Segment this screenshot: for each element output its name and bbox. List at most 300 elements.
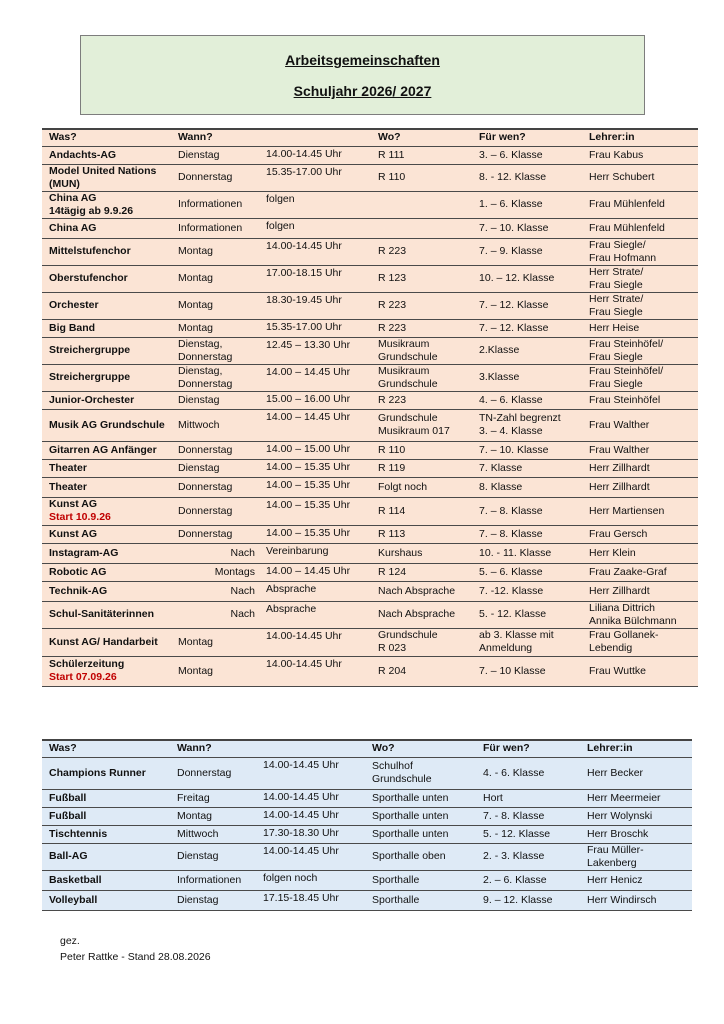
table-row <box>42 757 692 789</box>
start-date: Start 07.09.26 <box>49 671 117 683</box>
ag-name-text: Schul-Sanitäterinnen <box>49 608 155 620</box>
room-text: Schulhof <box>372 760 413 772</box>
teacher-text: Herr Broschk <box>587 827 649 840</box>
day-text: Donnerstag <box>178 480 233 493</box>
room-text: Sporthalle oben <box>372 850 446 862</box>
teacher <box>582 543 698 563</box>
target-group <box>472 409 582 441</box>
time <box>259 525 371 543</box>
teacher-text: Frau Gersch <box>589 527 648 540</box>
teacher <box>582 146 698 164</box>
time <box>259 319 371 337</box>
time-text: folgen <box>266 219 295 232</box>
teacher-text: Frau Steinhöfel <box>589 393 661 406</box>
table-row <box>42 146 698 164</box>
day-text: Montag <box>177 809 213 822</box>
day <box>171 337 259 364</box>
teacher <box>582 601 698 628</box>
sport-table-header <box>42 740 692 757</box>
teacher <box>582 319 698 337</box>
room <box>371 409 472 441</box>
teacher-text: Frau Mühlenfeld <box>589 221 665 234</box>
target-group <box>476 825 580 843</box>
ag-name-text: Oberstufenchor <box>49 272 128 284</box>
time-text: 14.00-14.45 Uhr <box>266 239 342 252</box>
day-text: Donnerstag <box>177 766 232 779</box>
header-was: Was? <box>42 740 170 757</box>
ag-name-text: Big Band <box>49 321 96 334</box>
teacher-text: Herr Zillhardt <box>589 584 650 597</box>
teacher-text: Frau Mühlenfeld <box>589 198 665 210</box>
day-text: Donnerstag <box>178 171 233 183</box>
time-text: 15.35-17.00 Uhr <box>266 165 342 178</box>
target-group-text: 8. - 12. Klasse <box>479 171 547 183</box>
footer-author-date: Peter Rattke - Stand 28.08.2026 <box>60 951 211 963</box>
teacher-text: Frau Walther <box>589 443 650 456</box>
teacher <box>582 441 698 459</box>
target-group-text: 5. - 12. Klasse <box>483 827 551 840</box>
teacher-text: Herr Wolynski <box>587 809 653 822</box>
day-text: Mittwoch <box>177 827 219 840</box>
target-group-text: 7. Klasse <box>479 461 523 474</box>
time-text: 14.00 – 15.35 Uhr <box>266 460 351 473</box>
teacher <box>580 843 692 870</box>
day-text: Dienstag <box>178 461 220 474</box>
room-text: R 119 <box>378 461 406 474</box>
room-text: Grundschule <box>372 773 432 785</box>
time-text: 14.00-14.45 Uhr <box>266 657 342 670</box>
time <box>256 843 365 870</box>
time <box>256 757 365 789</box>
teacher <box>580 757 692 789</box>
time <box>259 543 371 563</box>
time <box>259 265 371 292</box>
day-text: Informationen <box>177 873 242 886</box>
time-text: 17.15-18.45 Uhr <box>263 891 339 904</box>
room-text: Sporthalle unten <box>372 827 449 840</box>
footer <box>60 933 211 965</box>
ag-name-text: Mittelstufenchor <box>49 245 131 257</box>
time <box>259 146 371 164</box>
target-group <box>472 391 582 409</box>
target-group <box>476 870 580 890</box>
ag-table-header <box>42 129 698 146</box>
table-row <box>42 238 698 265</box>
table-row <box>42 563 698 581</box>
table-row <box>42 441 698 459</box>
teacher-text: Herr Zillhardt <box>589 461 650 474</box>
ag-name <box>42 238 171 265</box>
teacher-text: Herr Becker <box>587 766 644 779</box>
day <box>171 543 259 563</box>
teacher-text: Frau Zaake-Graf <box>589 565 667 578</box>
target-group-text: 7. – 8. Klasse <box>479 527 543 540</box>
room-text: R 023 <box>378 642 407 654</box>
day-text: Informationen <box>178 221 243 234</box>
ag-name-text: Tischtennis <box>49 827 108 840</box>
day <box>171 601 259 628</box>
room-text: R 111 <box>378 148 405 161</box>
time <box>259 191 371 218</box>
target-group <box>476 757 580 789</box>
teacher-text: Herr Windirsch <box>587 893 657 906</box>
time-text: 18.30-19.45 Uhr <box>266 293 342 306</box>
time <box>256 807 365 825</box>
room-text: R 113 <box>378 527 406 540</box>
target-group <box>472 477 582 497</box>
teacher-text: Frau Siegle <box>589 278 643 291</box>
room-text: R 204 <box>378 664 407 677</box>
room-text: R 124 <box>378 565 407 578</box>
day <box>170 789 256 807</box>
target-group-text: 7. – 10. Klasse <box>479 221 549 234</box>
room <box>371 238 472 265</box>
table-row <box>42 789 692 807</box>
ag-name-text: Kunst AG <box>49 527 98 540</box>
target-group <box>476 843 580 870</box>
header-lehrer: Lehrer:in <box>580 740 692 757</box>
target-group-text: 7. – 12. Klasse <box>479 321 549 334</box>
time-text: Vereinbarung <box>266 544 329 557</box>
room <box>371 525 472 543</box>
ag-name-text: Kunst AG <box>49 498 98 510</box>
ag-name-text: Gitarren AG Anfänger <box>49 443 157 456</box>
room <box>371 191 472 218</box>
target-group <box>472 441 582 459</box>
table-row <box>42 391 698 409</box>
table-row <box>42 409 698 441</box>
teacher-text: Herr Klein <box>589 546 636 559</box>
room-text: Kurshaus <box>378 546 423 559</box>
footer-signed: gez. <box>60 935 80 947</box>
ag-name-text: (MUN) <box>49 177 80 190</box>
ag-name-text: China AG <box>49 191 97 204</box>
time <box>259 459 371 477</box>
time-text: 17.30-18.30 Uhr <box>263 826 339 839</box>
day <box>171 409 259 441</box>
target-group-text: Hort <box>483 791 503 804</box>
room-text: Nach Absprache <box>378 608 456 620</box>
room-text: Sporthalle unten <box>372 809 449 822</box>
ag-name <box>42 218 171 238</box>
teacher-text: Frau Siegle <box>589 377 643 390</box>
time <box>259 441 371 459</box>
ag-name <box>42 164 171 191</box>
ag-name-text: Kunst AG/ Handarbeit <box>49 635 158 648</box>
teacher <box>582 563 698 581</box>
table-row <box>42 497 698 525</box>
teacher-text: Frau Wuttke <box>589 664 647 677</box>
room-text: Musikraum <box>378 337 430 350</box>
day <box>171 391 259 409</box>
ag-table <box>42 128 698 687</box>
room <box>371 543 472 563</box>
time-text: folgen <box>266 192 295 205</box>
day-text: Montag <box>178 245 214 257</box>
table-row <box>42 628 698 656</box>
time-text: 14.00 – 14.45 Uhr <box>266 365 351 378</box>
target-group <box>472 497 582 525</box>
ag-name-text: China AG <box>49 221 97 234</box>
header-fuer-wen: Für wen? <box>476 740 580 757</box>
ag-name <box>42 319 171 337</box>
ag-name-text: Musik AG Grundschule <box>49 418 165 431</box>
day-text: Montag <box>178 635 214 648</box>
teacher-text: Frau Hofmann <box>589 251 657 264</box>
ag-name-text: Schülerzeitung <box>49 658 125 670</box>
room-text: Sporthalle <box>372 873 420 886</box>
target-group-text: 3. – 6. Klasse <box>479 148 543 161</box>
time <box>259 628 371 656</box>
day <box>171 477 259 497</box>
target-group-text: 2. - 3. Klasse <box>483 850 545 862</box>
day-text: Montag <box>178 664 214 677</box>
target-group-text: 4. - 6. Klasse <box>483 766 545 779</box>
day <box>171 265 259 292</box>
ag-name <box>42 890 170 910</box>
teacher <box>582 218 698 238</box>
time-text: 15.00 – 16.00 Uhr <box>266 392 351 405</box>
day <box>171 628 259 656</box>
ag-name-text: Technik-AG <box>49 584 108 597</box>
time <box>259 477 371 497</box>
time-text: Absprache <box>266 602 317 615</box>
room-text: Grundschule <box>378 412 438 424</box>
ag-name <box>42 843 170 870</box>
ag-name-text: Orchester <box>49 299 99 311</box>
room <box>371 337 472 364</box>
time-text: 14.00 – 15.35 Uhr <box>266 498 351 511</box>
target-group-text: Anmeldung <box>479 642 533 654</box>
day <box>171 525 259 543</box>
ag-name <box>42 497 171 525</box>
ag-name-text: Fußball <box>49 809 87 822</box>
room <box>371 441 472 459</box>
day <box>171 497 259 525</box>
target-group <box>472 656 582 686</box>
room-text: Nach Absprache <box>378 584 456 597</box>
day <box>171 191 259 218</box>
ag-name <box>42 581 171 601</box>
room <box>371 164 472 191</box>
teacher-text: Frau Kabus <box>589 148 644 161</box>
table-row <box>42 870 692 890</box>
target-group-text: TN-Zahl begrenzt <box>479 412 561 424</box>
header-wann: Wann? <box>170 740 365 757</box>
room-text: R 223 <box>378 299 407 311</box>
day <box>171 581 259 601</box>
room <box>371 477 472 497</box>
ag-name <box>42 441 171 459</box>
time-text: 14.00-14.45 Uhr <box>263 758 339 771</box>
target-group-text: 10. - 11. Klasse <box>479 546 552 559</box>
ag-name <box>42 292 171 319</box>
day-text: Dienstag, <box>178 364 223 377</box>
room <box>371 319 472 337</box>
target-group-text: 4. – 6. Klasse <box>479 393 543 406</box>
ag-name-text: Robotic AG <box>49 565 107 578</box>
header-wo: Wo? <box>365 740 476 757</box>
time <box>259 292 371 319</box>
time <box>259 497 371 525</box>
teacher-text: Frau Siegle <box>589 305 643 318</box>
target-group-text: 7. – 10. Klasse <box>479 443 549 456</box>
day <box>170 757 256 789</box>
ag-name <box>42 870 170 890</box>
time <box>259 337 371 364</box>
room-text: R 110 <box>378 443 406 456</box>
title-box <box>80 35 645 115</box>
teacher <box>580 825 692 843</box>
teacher <box>582 628 698 656</box>
teacher <box>582 391 698 409</box>
room-text: R 114 <box>378 504 406 517</box>
ag-name <box>42 757 170 789</box>
target-group <box>476 807 580 825</box>
day-text: Montag <box>178 321 214 334</box>
table-row <box>42 364 698 391</box>
table-row <box>42 581 698 601</box>
ag-name <box>42 628 171 656</box>
teacher-text: Frau Steinhöfel/ <box>589 337 664 350</box>
ag-name <box>42 563 171 581</box>
teacher <box>582 477 698 497</box>
time-text: 14.00 – 15.00 Uhr <box>266 442 351 455</box>
day <box>171 441 259 459</box>
target-group-text: 7. – 9. Klasse <box>479 245 543 257</box>
time-text: folgen noch <box>263 871 318 884</box>
time-text: 17.00-18.15 Uhr <box>266 266 342 279</box>
target-group <box>476 890 580 910</box>
sport-table <box>42 739 692 911</box>
day-text: Nach <box>230 546 255 559</box>
day <box>171 459 259 477</box>
teacher <box>582 164 698 191</box>
target-group-text: 5. – 6. Klasse <box>479 565 543 578</box>
room <box>371 563 472 581</box>
day-text: Donnerstag <box>178 527 233 540</box>
teacher-text: Herr Meermeier <box>587 791 661 804</box>
teacher-text: Herr Strate/ <box>589 292 644 305</box>
teacher <box>582 656 698 686</box>
room <box>365 757 476 789</box>
table-row <box>42 601 698 628</box>
day <box>171 292 259 319</box>
room-text: Grundschule <box>378 629 438 641</box>
table-row <box>42 191 698 218</box>
room <box>371 391 472 409</box>
ag-name <box>42 543 171 563</box>
teacher-text: Frau Siegle/ <box>589 238 646 251</box>
day <box>170 890 256 910</box>
target-group-text: 7. - 8. Klasse <box>483 809 545 822</box>
day-text: Montag <box>178 299 214 311</box>
table-row <box>42 843 692 870</box>
ag-name-text: 14tägig ab 9.9.26 <box>49 204 134 217</box>
target-group <box>472 146 582 164</box>
teacher-text: Herr Henicz <box>587 873 643 886</box>
teacher <box>582 337 698 364</box>
time-text: 12.45 – 13.30 Uhr <box>266 338 351 351</box>
ag-name-text: Fußball <box>49 791 87 804</box>
ag-name <box>42 391 171 409</box>
ag-name-text: Junior-Orchester <box>49 393 135 406</box>
table-row <box>42 890 692 910</box>
room <box>371 656 472 686</box>
teacher-text: Herr Martiensen <box>589 504 665 517</box>
target-group-text: 3. – 4. Klasse <box>479 425 543 437</box>
day-text: Montag <box>178 272 214 284</box>
target-group-text: 2. – 6. Klasse <box>483 873 547 886</box>
target-group <box>472 459 582 477</box>
room-text: Grundschule <box>378 350 438 363</box>
target-group <box>472 337 582 364</box>
day <box>171 164 259 191</box>
ag-name-text: Ball-AG <box>49 850 88 862</box>
target-group-text: 5. - 12. Klasse <box>479 608 547 620</box>
day-text: Nach <box>230 608 255 620</box>
time <box>259 409 371 441</box>
teacher <box>582 459 698 477</box>
table-row <box>42 337 698 364</box>
room <box>371 218 472 238</box>
time-text: 14.00-14.45 Uhr <box>263 844 339 857</box>
target-group <box>472 238 582 265</box>
time-text: 14.00 – 14.45 Uhr <box>266 564 351 577</box>
target-group-text: 7. – 10 Klasse <box>479 664 546 677</box>
target-group <box>472 628 582 656</box>
target-group <box>472 543 582 563</box>
teacher <box>580 807 692 825</box>
header-was: Was? <box>42 129 171 146</box>
target-group-text: 7. – 8. Klasse <box>479 504 543 517</box>
day <box>170 825 256 843</box>
teacher-text: Lebendig <box>589 642 633 654</box>
table-row <box>42 319 698 337</box>
room-text: Grundschule <box>378 377 438 390</box>
ag-name-text: Basketball <box>49 873 102 886</box>
day <box>170 870 256 890</box>
time <box>259 656 371 686</box>
time <box>259 164 371 191</box>
teacher <box>582 364 698 391</box>
time-text: 15.35-17.00 Uhr <box>266 320 342 333</box>
teacher <box>580 890 692 910</box>
teacher <box>582 265 698 292</box>
day <box>171 218 259 238</box>
table-row <box>42 543 698 563</box>
target-group <box>472 364 582 391</box>
target-group <box>472 191 582 218</box>
room <box>371 146 472 164</box>
time <box>259 218 371 238</box>
target-group <box>472 292 582 319</box>
day-text: Dienstag <box>178 148 220 161</box>
target-group <box>472 164 582 191</box>
teacher <box>582 191 698 218</box>
room <box>371 292 472 319</box>
time-text: 14.00-14.45 Uhr <box>266 147 342 160</box>
teacher-text: Frau Gollanek- <box>589 629 659 641</box>
teacher <box>582 497 698 525</box>
ag-name <box>42 601 171 628</box>
time-text: 14.00 – 15.35 Uhr <box>266 526 351 539</box>
day-text: Dienstag, <box>178 337 223 350</box>
ag-name <box>42 337 171 364</box>
table-row <box>42 164 698 191</box>
target-group-text: ab 3. Klasse mit <box>479 629 554 641</box>
ag-name-text: Volleyball <box>49 893 98 906</box>
